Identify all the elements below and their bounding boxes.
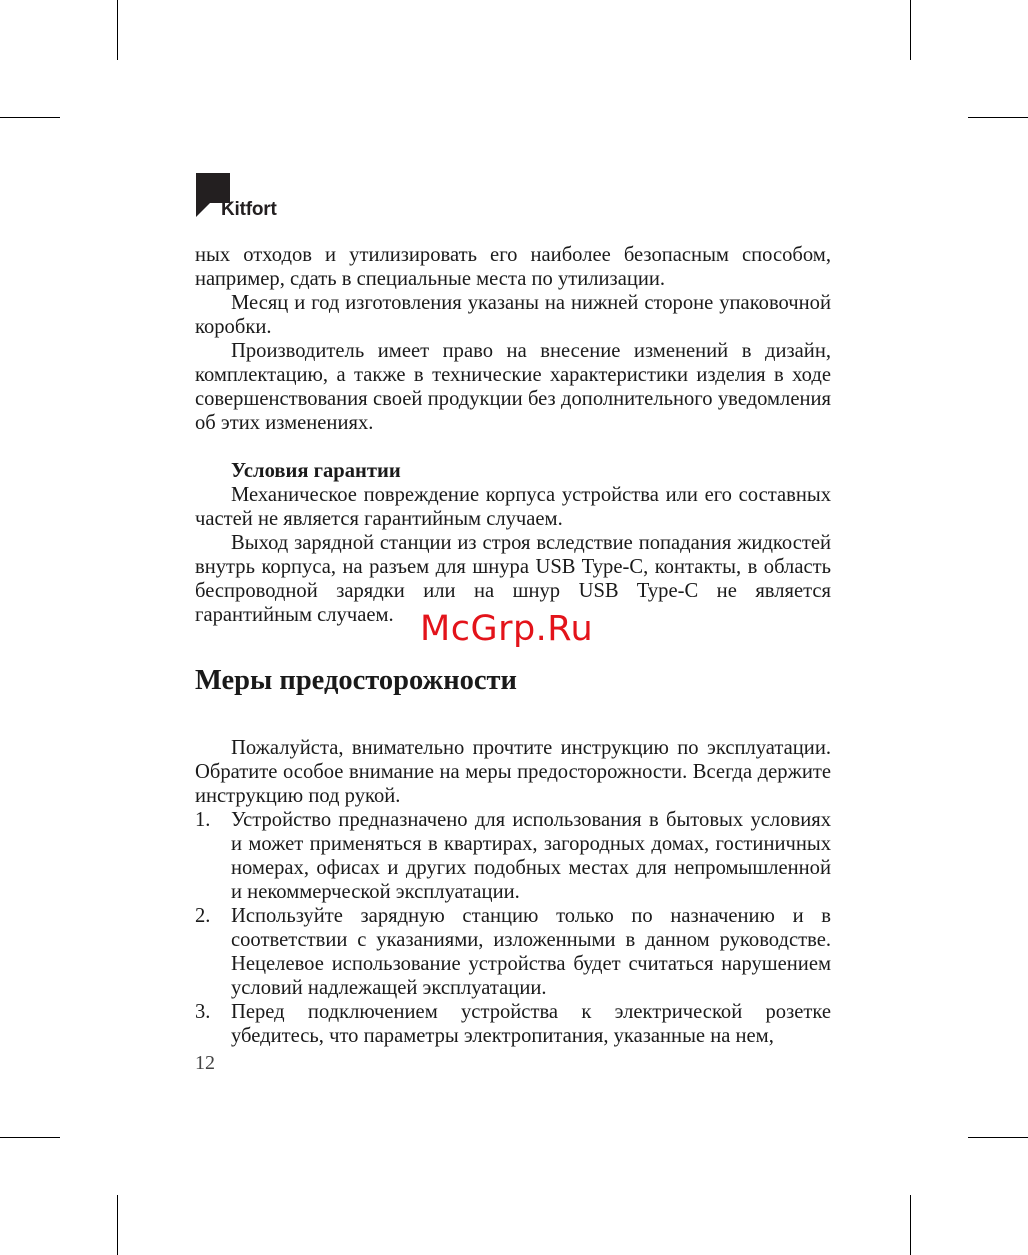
list-item-number: 2.	[195, 905, 211, 927]
list-item	[195, 808, 831, 904]
paragraph: ных отходов и утилизировать его наиболее безопасным способом, например, сдать в специальные места по утилизации.	[195, 244, 831, 290]
kitfort-logo	[196, 173, 306, 219]
list-item-text: Устройство предназначено для использования в бытовых условиях и может применяться в квартирах, загородных домах, гостиничных номерах, офисах и других подобных местах для непромышленной и некоммерческой эксплуатации.	[231, 809, 831, 903]
paragraph: Механическое повреждение корпуса устройства или его составных частей не является гарантийным случаем.	[195, 484, 831, 530]
crop-mark	[968, 1137, 1028, 1138]
paragraph: Пожалуйста, внимательно прочтите инструкцию по эксплуатации. Обратите особое внимание на меры предосторожности. Всегда держите инструкцию под рукой.	[195, 737, 831, 807]
list-item-number: 1.	[195, 809, 211, 831]
crop-mark	[968, 117, 1028, 118]
crop-mark	[910, 1195, 911, 1255]
crop-mark	[910, 0, 911, 60]
crop-mark	[117, 1195, 118, 1255]
list-item-text: Используйте зарядную станцию только по назначению и в соответствии с указаниями, изложенными в данном руководстве. Нецелевое использование устройства будет считаться нарушением условий надлежащей эксплуатации.	[231, 905, 831, 999]
paragraph: Выход зарядной станции из строя вследствие попадания жидкостей внутрь корпуса, на разъем для шнура USB Type-C, контакты, в область беспроводной зарядки или на шнур USB Type-C не является гарантийным случаем.	[195, 532, 831, 626]
crop-mark	[0, 117, 60, 118]
brand-name: Kitfort	[221, 199, 277, 220]
list-item	[195, 904, 831, 1000]
precautions-list	[195, 808, 831, 1048]
list-item-number: 3.	[195, 1001, 211, 1023]
crop-mark	[0, 1137, 60, 1138]
crop-mark	[117, 0, 118, 60]
list-item	[195, 1000, 831, 1048]
paragraph: Месяц и год изготовления указаны на нижней стороне упаковочной коробки.	[195, 292, 831, 338]
warranty-heading: Условия гарантии	[231, 460, 401, 482]
watermark: McGrp.Ru	[420, 609, 594, 649]
section-title: Меры предосторожности	[195, 665, 517, 696]
list-item-text: Перед подключением устройства к электрической розетке убедитесь, что параметры электропитания, указанные на нем,	[231, 1001, 831, 1047]
page-number: 12	[195, 1052, 215, 1074]
paragraph: Производитель имеет право на внесение изменений в дизайн, комплектацию, а также в технические характеристики изделия в ходе совершенствования своей продукции без дополнительного уведомления об этих изменениях.	[195, 340, 831, 434]
